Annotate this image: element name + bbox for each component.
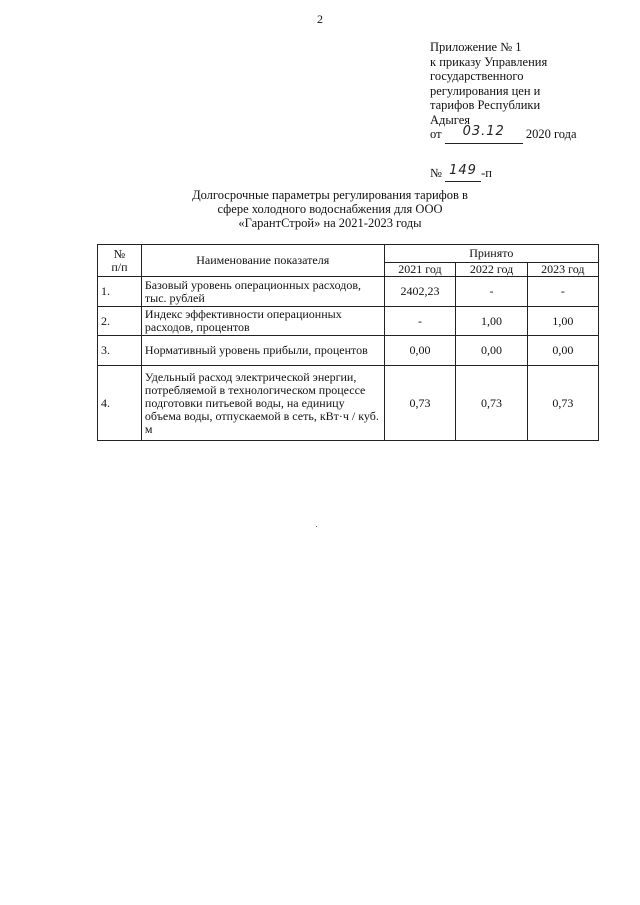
appendix-line: Приложение № 1 xyxy=(430,40,522,54)
table-row xyxy=(98,277,599,307)
row-number: 3. xyxy=(98,336,142,366)
scan-speck xyxy=(316,526,317,527)
appendix-line: регулирования цен и xyxy=(430,83,541,98)
row-indicator: Индекс эффективности операционных расходов, процентов xyxy=(141,307,384,336)
header-year: 2023 год xyxy=(527,263,598,277)
row-indicator: Удельный расход электрической энергии, потребляемой в технологическом процессе подготовки питьевой воды, на единицу объема воды, отпускаемой в сеть, кВт·ч / куб. м xyxy=(141,366,384,441)
row-value: 1,00 xyxy=(527,307,598,336)
order-date-line xyxy=(430,124,630,144)
document-title xyxy=(180,188,480,230)
title-line: сфере холодного водоснабжения для ООО xyxy=(217,202,443,216)
appendix-line: государственного xyxy=(430,69,524,83)
date-prefix: от xyxy=(430,127,442,141)
order-number-line xyxy=(430,162,630,183)
row-value: 0,00 xyxy=(384,336,456,366)
date-suffix: 2020 года xyxy=(525,127,577,141)
header-year: 2022 год xyxy=(456,263,527,277)
table-row xyxy=(98,366,599,441)
table-row xyxy=(98,336,599,366)
row-value: 0,00 xyxy=(527,336,598,366)
appendix-header xyxy=(430,40,630,182)
row-value: - xyxy=(527,277,598,307)
header-year: 2021 год xyxy=(384,263,456,277)
appendix-line: к приказу Управления xyxy=(430,54,548,69)
appendix-line: Адыгея xyxy=(430,112,471,127)
row-indicator: Базовый уровень операционных расходов, тыс. рублей xyxy=(141,277,384,307)
appendix-line: тарифов Республики xyxy=(430,98,541,112)
row-value: 0,00 xyxy=(456,336,527,366)
handwritten-number xyxy=(445,162,481,183)
row-number: 2. xyxy=(98,307,142,336)
page-number: 2 xyxy=(317,12,323,26)
number-suffix: -п xyxy=(481,165,492,180)
row-number: 4. xyxy=(98,366,142,441)
row-indicator: Нормативный уровень прибыли, процентов xyxy=(141,336,384,366)
number-prefix: № xyxy=(430,165,442,180)
handwritten-date xyxy=(445,124,523,144)
row-value: 0,73 xyxy=(527,366,598,441)
handwritten-number-text: 149 xyxy=(449,162,477,178)
row-value: 0,73 xyxy=(456,366,527,441)
header-indicator-name: Наименование показателя xyxy=(141,245,384,277)
row-value: 0,73 xyxy=(384,366,456,441)
header-accepted: Принято xyxy=(384,245,598,263)
title-line: Долгосрочные параметры регулирования тарифов в xyxy=(192,188,468,202)
parameters-table xyxy=(97,244,599,441)
row-number: 1. xyxy=(98,277,142,307)
handwritten-date-text: 03.12 xyxy=(462,124,505,139)
title-line: «ГарантСтрой» на 2021-2023 годы xyxy=(238,216,422,230)
row-value: 2402,23 xyxy=(384,277,456,307)
row-value: 1,00 xyxy=(456,307,527,336)
table-row xyxy=(98,307,599,336)
row-value: - xyxy=(456,277,527,307)
row-value: - xyxy=(384,307,456,336)
header-number: № п/п xyxy=(98,245,142,277)
